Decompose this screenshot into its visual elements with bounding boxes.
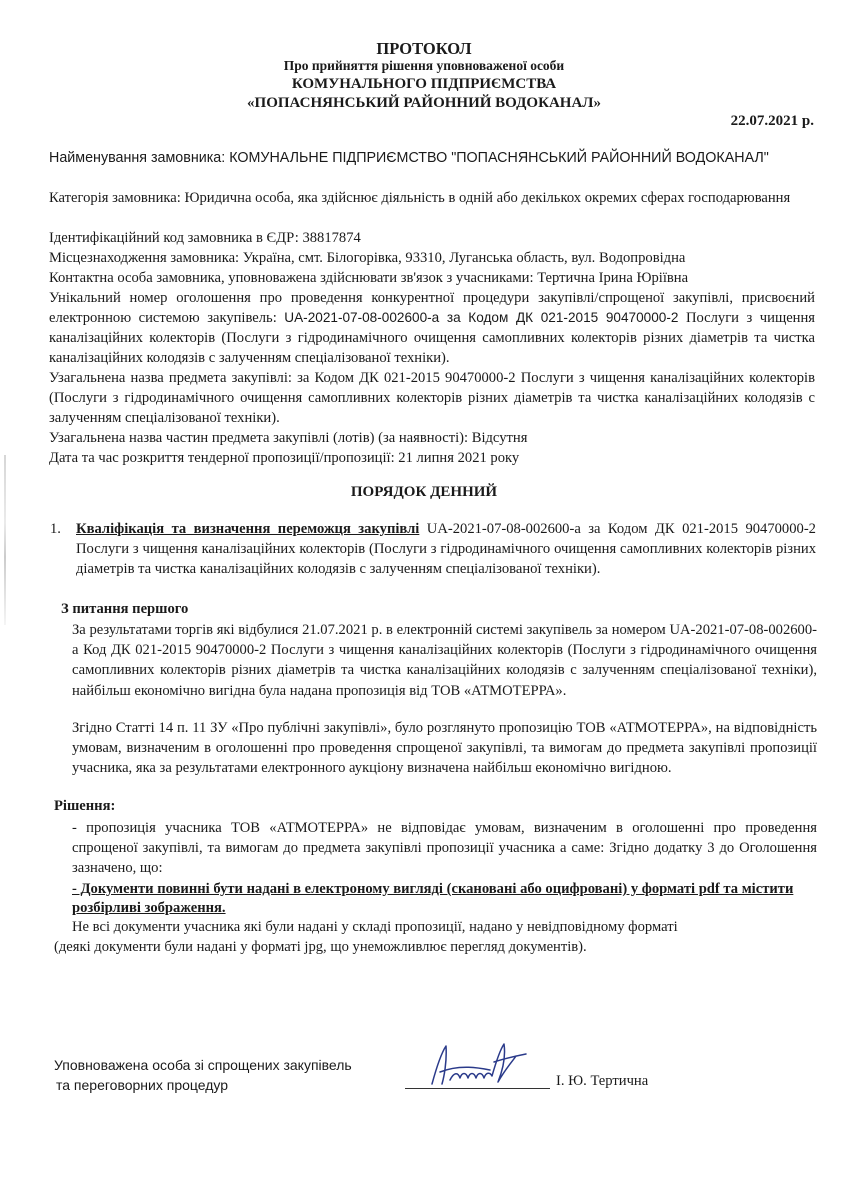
- notice-number-label: Унікальний номер оголошення про проведення конкурентної процедури закупівлі/спрощеної закупівлі, присвоєний електронною системою закупівель:: [49, 290, 815, 326]
- first-question-heading: З питання першого: [61, 601, 189, 617]
- decision-requirement: - Документи повинні бути надані в електроному вигляді (скановані або оцифровані) у форматі pdf та містити розбірливі зображення.: [72, 881, 794, 916]
- decision-heading: Рішення:: [54, 798, 116, 814]
- document-date: 22.07.2021 р.: [730, 113, 814, 129]
- agenda-item-text: UA-2021-07-08-002600-a за Кодом ДК 021-2015 90470000-2 Послуги з чищення каналізаційних колекторів (Послуги з гідродинамічного очищення самопливних колекторів різних діаметрів та чистка каналізаційних колодязів с залученням спеціалізованої техніки).: [76, 521, 816, 577]
- agenda-item-1: [50, 519, 816, 579]
- signature-line: [405, 1088, 550, 1089]
- first-question-paragraph-2: Згідно Статті 14 п. 11 ЗУ «Про публічні закупівлі», було розглянуто пропозицію ТОВ «АТМОТЕРРА», на відповідність умовам, визначеним в оголошенні про проведення спрощеної закупівлі, та вимогам до предмета закупівлі пропозиції учасника, яка за результатами електронного аукціону визначена найбільш економічно вигідною.: [72, 720, 817, 777]
- decision-final: [54, 917, 816, 957]
- agenda-item-title: Кваліфікація та визначення переможця закупівлі: [76, 521, 420, 537]
- organization-line-1: КОМУНАЛЬНОГО ПІДПРИЄМСТВА: [291, 76, 557, 92]
- decision-final-line-1: Не всі документи учасника які були надані у складі пропозиції, надано у невідповідному форматі: [72, 919, 678, 935]
- first-question-paragraph-1: За результатами торгів які відбулися 21.07.2021 р. в електронній системі закупівель за номером UA-2021-07-08-002600-a Код ДК 021-2015 90470000-2 Послуги з чищення каналізаційних колекторів (Послуги з гідродинамічного очищення самопливних колекторів різних діаметрів та чистка каналізаційних колодязів с залученням спеціалізованої техніки), найбільш економічно вигідна була надана пропозиція від ТОВ «АТМОТЕРРА».: [72, 622, 817, 699]
- scan-artifact: [4, 455, 6, 625]
- opening-date: Дата та час розкриття тендерної пропозиції/пропозиції: 21 липня 2021 року: [49, 450, 520, 466]
- notice-number: [49, 288, 815, 368]
- agenda-title: ПОРЯДОК ДЕННИЙ: [350, 484, 498, 500]
- customer-location: Місцезнаходження замовника: Україна, смт. Білогорівка, 93310, Луганська область, вул. Водопровідна: [49, 250, 686, 266]
- handwritten-signature: [420, 1032, 545, 1094]
- notice-number-id: UA-2021-07-08-002600-a за Кодом ДК 021-2015 90470000-2: [284, 310, 679, 325]
- contact-person: Контактна особа замовника, уповноважена здійснювати зв'язок з учасниками: Тертична Ірина Юріївна: [49, 270, 689, 286]
- procurement-lots: Узагальнена назва частин предмета закупівлі (лотів) (за наявності): Відсутня: [49, 430, 528, 446]
- document-title: ПРОТОКОЛ: [376, 39, 472, 58]
- organization-line-2: «ПОПАСНЯНСЬКИЙ РАЙОННИЙ ВОДОКАНАЛ»: [247, 95, 601, 111]
- document-subtitle: Про прийняття рішення уповноваженої особи: [283, 58, 565, 73]
- decision-paragraph: - пропозиція учасника ТОВ «АТМОТЕРРА» не відповідає умовам, визначеним в оголошенні про проведення спрощеної закупівлі, та вимогам до предмета закупівлі пропозиції учасника а саме: Згідно додатку 3 до Оголошення зазначено, що:: [72, 820, 817, 877]
- customer-category: Категорія замовника: Юридична особа, яка здійснює діяльність в одній або декількох окремих сферах господарювання: [49, 190, 791, 206]
- signatory-name: І. Ю. Тертична: [556, 1073, 649, 1089]
- signatory-role: [54, 1055, 352, 1095]
- customer-name: Найменування замовника: КОМУНАЛЬНЕ ПІДПРИЄМСТВО "ПОПАСНЯНСЬКИЙ РАЙОННИЙ ВОДОКАНАЛ": [49, 150, 769, 166]
- signatory-role-line-1: Уповноважена особа зі спрощених закупівель: [54, 1057, 352, 1073]
- notice-number-subject: Послуги з чищення каналізаційних колекторів (Послуги з гідродинамічного очищення самопливних колекторів різних діаметрів та чистка каналізаційних колодязів с залученням спеціалізованої техніки).: [49, 310, 815, 366]
- customer-edrpou: Ідентифікаційний код замовника в ЄДР: 38817874: [49, 230, 361, 246]
- signatory-role-line-2: та переговорних процедур: [56, 1077, 229, 1093]
- agenda-item-number: 1.: [50, 521, 61, 537]
- procurement-subject: Узагальнена назва предмета закупівлі: за Кодом ДК 021-2015 90470000-2 Послуги з чищення каналізаційних колекторів (Послуги з гідродинамічного очищення самопливних колекторів різних діаметрів та чистка каналізаційних колодязів с залученням спеціалізованої техніки).: [49, 370, 815, 426]
- decision-final-line-2: (деякі документи були надані у форматі jpg, що унеможливлює перегляд документів).: [54, 939, 587, 955]
